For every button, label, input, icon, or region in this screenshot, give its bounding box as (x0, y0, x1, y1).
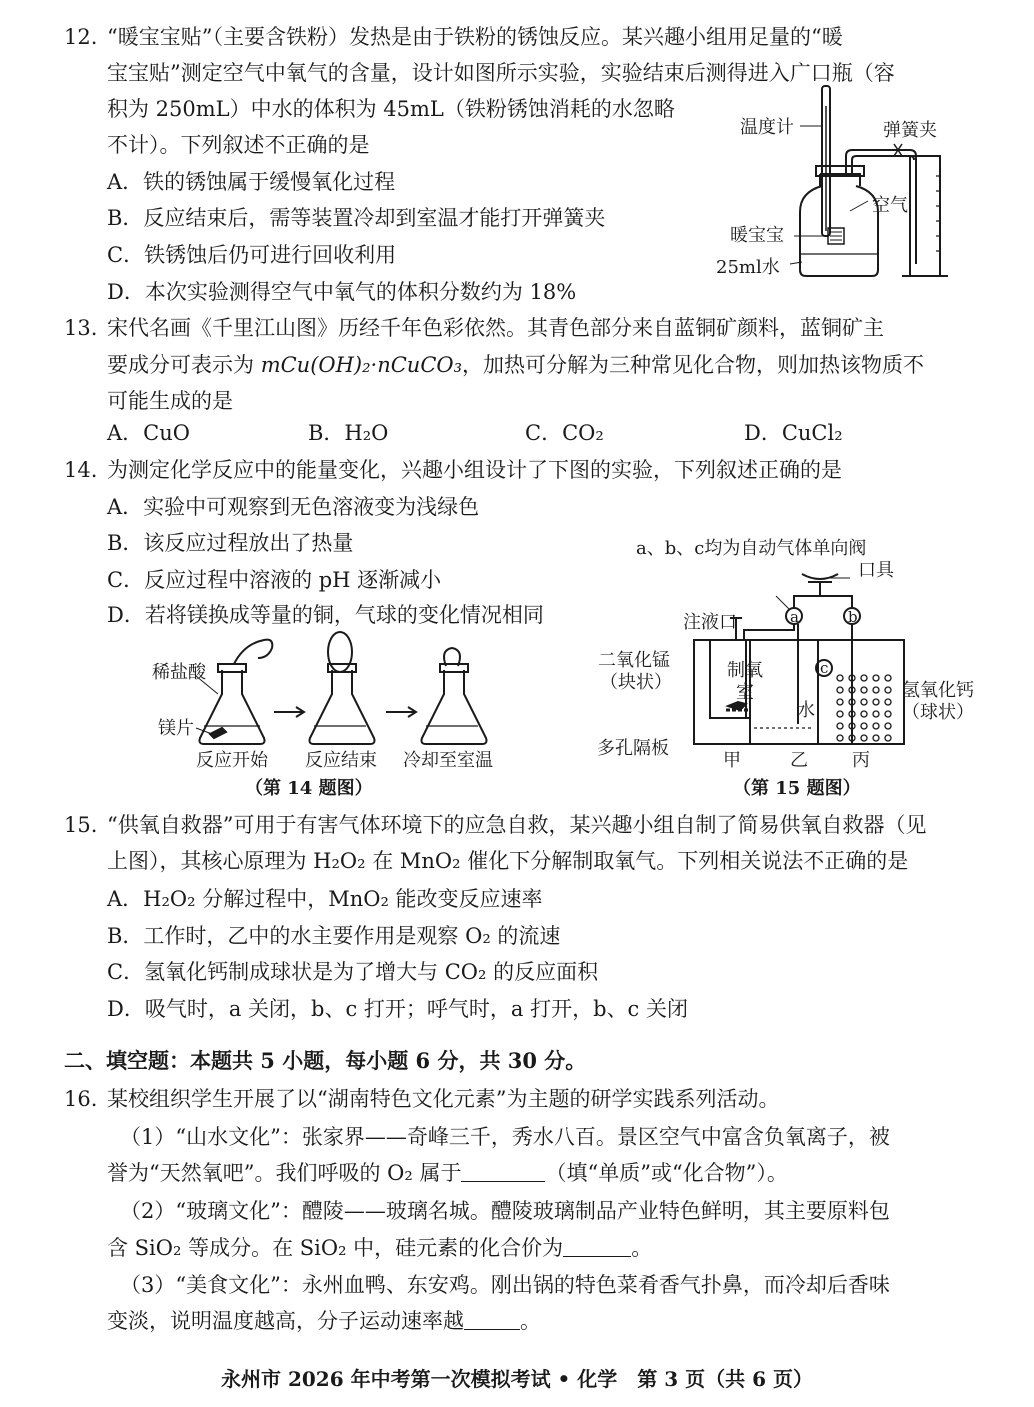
q15-label-bing: 丙 (852, 750, 870, 771)
q13-option-a: A．CuO (107, 421, 190, 445)
q16-part1-text: （填“单质”或“化合物”）。 (545, 1161, 788, 1185)
q13-number: 13. (64, 316, 98, 340)
q12-label-water: 25ml水 (716, 257, 780, 278)
q16-part2-line (107, 1233, 652, 1263)
q13-formula: mCu(OH)₂·nCuCO₃ (260, 353, 463, 377)
q12-label-air: 空气 (872, 195, 908, 216)
q15-label-mouthpiece: 口具 (858, 560, 894, 581)
q16-part3-text: 。 (520, 1309, 541, 1333)
q16-part1-blank[interactable] (461, 1159, 545, 1182)
section-heading: 二、填空题：本题共 5 小题，每小题 6 分，共 30 分。 (64, 1048, 587, 1073)
q14-label-stage2: 反应结束 (305, 750, 377, 771)
q15-valve-b: b (848, 608, 858, 626)
q14-caption: （第 14 题图） (245, 778, 373, 799)
q16-part3-line (107, 1306, 541, 1336)
page-footer: 永州市 2026 年中考第一次模拟考试 • 化学 第 3 页（共 6 页） (221, 1367, 813, 1391)
q15-label-chamber: 制氧 (727, 660, 763, 681)
q12-option-d: D．本次实验测得空气中氧气的体积分数约为 18% (107, 280, 577, 304)
q15-label-mno2: 二氧化锰 (598, 650, 670, 671)
q13-stem-line: 宋代名画《千里江山图》历经千年色彩依然。其青色部分来自蓝铜矿颜料，蓝铜矿主 (107, 316, 884, 340)
q15-option-a: A．H₂O₂ 分解过程中，MnO₂ 能改变反应速率 (107, 887, 543, 911)
q12-label-handwarmer: 暖宝宝 (730, 225, 784, 246)
q15-label-jia: 甲 (723, 750, 741, 771)
q14-number: 14. (64, 458, 98, 482)
q15-label-valves: a、b、c均为自动气体单向阀 (636, 538, 867, 559)
q16-part3-line: （3）“美食文化”：永州血鸭、东安鸡。刚出锅的特色菜肴香气扑鼻，而冷却后香味 (120, 1273, 890, 1297)
q12-label-clamp: 弹簧夹 (883, 120, 937, 141)
q12-label-thermometer: 温度计 (740, 117, 794, 138)
q16-part2-blank[interactable] (563, 1234, 631, 1257)
q15-option-b: B．工作时，乙中的水主要作用是观察 O₂ 的流速 (107, 924, 561, 948)
q12-number: 12. (64, 25, 98, 49)
q15-label-water: 水 (797, 700, 815, 721)
q14-option-d: D．若将镁换成等量的铜，气球的变化情况相同 (107, 603, 544, 627)
q14-label-stage3: 冷却至室温 (403, 750, 493, 771)
q16-part3-blank[interactable] (464, 1307, 520, 1330)
q12-option-c: C．铁锈蚀后仍可进行回收利用 (107, 243, 397, 267)
q12-stem-line: 宝宝贴”测定空气中氧气的含量，设计如图所示实验，实验结束后测得进入广口瓶（容 (107, 61, 895, 85)
q13-option-c: C．CO₂ (525, 421, 604, 445)
q15-option-c: C．氢氧化钙制成球状是为了增大与 CO₂ 的反应面积 (107, 960, 599, 984)
q16-part2-line: （2）“玻璃文化”：醴陵——玻璃名城。醴陵玻璃制品产业特色鲜明，其主要原料包 (120, 1199, 890, 1223)
q14-stem: 为测定化学反应中的能量变化，兴趣小组设计了下图的实验，下列叙述正确的是 (107, 458, 842, 482)
q14-label-mg: 镁片 (158, 718, 194, 739)
q12-option-b: B．反应结束后，需等装置冷却到室温才能打开弹簧夹 (107, 206, 606, 230)
q15-valve-a: a (790, 608, 799, 626)
q16-part3-text: 变淡，说明温度越高，分子运动速率越 (107, 1309, 464, 1333)
q15-stem-line: “供氧自救器”可用于有害气体环境下的应急自救，某兴趣小组自制了简易供氧自救器（见 (107, 813, 927, 837)
q16-part2-text: 。 (631, 1236, 653, 1260)
q14-flasks-figure (200, 634, 520, 754)
q13-stem-text: ，加热可分解为三种常见化合物，则加热该物质不 (462, 353, 925, 377)
q12-apparatus-figure (700, 86, 970, 286)
q15-label-plate: 多孔隔板 (597, 738, 669, 759)
q15-caption: （第 15 题图） (733, 778, 861, 799)
q15-option-d: D．吸气时，a 关闭，b、c 打开；呼气时，a 打开，b、c 关闭 (107, 997, 688, 1021)
q15-number: 15. (64, 813, 98, 837)
q16-stem: 某校组织学生开展了以“湖南特色文化元素”为主题的研学实践系列活动。 (107, 1087, 780, 1111)
q16-number: 16. (64, 1087, 98, 1111)
q12-option-a: A．铁的锈蚀属于缓慢氧化过程 (107, 170, 396, 194)
q15-label-caoh: 氢氧化钙 (902, 680, 974, 701)
q12-stem-line: “暖宝宝贴”（主要含铁粉）发热是由于铁粉的锈蚀反应。某兴趣小组用足量的“暖 (107, 25, 843, 49)
q13-stem-text: 要成分可表示为 (107, 353, 261, 377)
q15-stem-line: 上图），其核心原理为 H₂O₂ 在 MnO₂ 催化下分解制取氧气。下列相关说法不正确的是 (107, 849, 909, 873)
q16-part1-line: （1）“山水文化”：张家界——奇峰三千，秀水八百。景区空气中富含负氧离子，被 (120, 1125, 890, 1149)
q16-part1-text: 誉为“天然氧吧”。我们呼吸的 O₂ 属于 (107, 1161, 462, 1185)
q15-valve-c: c (820, 659, 829, 677)
q15-label-caoh-form: （球状） (902, 702, 974, 723)
q14-label-stage1: 反应开始 (196, 750, 268, 771)
q12-stem-line: 不计）。下列叙述不正确的是 (107, 133, 370, 157)
q16-part2-text: 含 SiO₂ 等成分。在 SiO₂ 中，硅元素的化合价为 (107, 1236, 564, 1260)
q15-label-inlet: 注液口 (683, 612, 737, 633)
q13-stem-line: 可能生成的是 (107, 389, 233, 413)
q13-option-d: D．CuCl₂ (744, 421, 843, 445)
q14-label-acid: 稀盐酸 (152, 662, 206, 683)
q12-stem-line: 积为 250mL）中水的体积为 45mL（铁粉锈蚀消耗的水忽略 (107, 97, 675, 121)
q14-option-c: C．反应过程中溶液的 pH 逐渐减小 (107, 568, 442, 592)
q15-label-yi: 乙 (790, 750, 808, 771)
q13-stem-line (107, 350, 924, 380)
q16-part1-line (107, 1158, 788, 1188)
q14-option-a: A．实验中可观察到无色溶液变为浅绿色 (107, 495, 480, 519)
q14-option-b: B．该反应过程放出了热量 (107, 531, 354, 555)
q15-label-chamber: 室 (736, 682, 754, 703)
q13-option-b: B．H₂O (308, 421, 389, 445)
q15-label-mno2-form: （块状） (600, 672, 672, 693)
